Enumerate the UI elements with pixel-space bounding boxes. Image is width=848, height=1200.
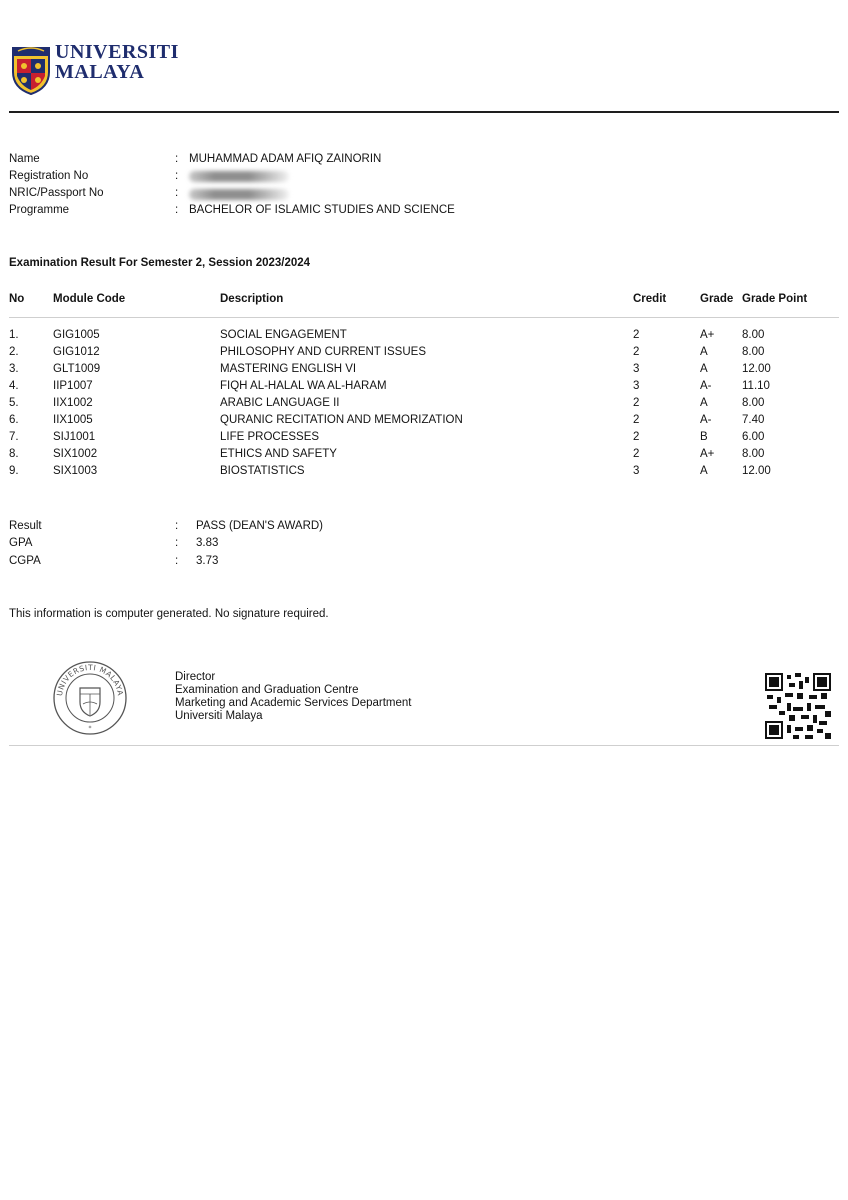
- footer-department: Marketing and Academic Services Department: [175, 697, 412, 709]
- table-row: [0, 346, 848, 363]
- row-no: 2.: [9, 346, 19, 358]
- row-module-code: SIJ1001: [53, 431, 96, 443]
- row-description: FIQH AL-HALAL WA AL-HARAM: [220, 380, 387, 392]
- row-module-code: GIG1005: [53, 329, 100, 341]
- row-grade: A: [700, 346, 708, 358]
- row-credit: 3: [633, 363, 640, 375]
- row-credit: 2: [633, 431, 640, 443]
- col-header-description: Description: [220, 293, 284, 305]
- row-description: SOCIAL ENGAGEMENT: [220, 329, 347, 341]
- name-value: MUHAMMAD ADAM AFIQ ZAINORIN: [189, 153, 382, 165]
- table-row: [0, 414, 848, 431]
- col-header-module-code: Module Code: [53, 293, 126, 305]
- table-row: [0, 329, 848, 346]
- row-grade-point: 7.40: [742, 414, 765, 426]
- cgpa-colon: :: [175, 555, 179, 567]
- row-grade: A+: [700, 448, 715, 460]
- seal-arc-text: UNIVERSITI MALAYA: [54, 662, 126, 697]
- row-module-code: IIX1002: [53, 397, 93, 409]
- header-divider: [9, 111, 839, 113]
- row-grade: A: [700, 397, 708, 409]
- programme-value: BACHELOR OF ISLAMIC STUDIES AND SCIENCE: [189, 204, 455, 216]
- programme-colon: :: [175, 204, 179, 216]
- row-credit: 3: [633, 465, 640, 477]
- row-description: MASTERING ENGLISH VI: [220, 363, 357, 375]
- row-module-code: GIG1012: [53, 346, 100, 358]
- row-no: 7.: [9, 431, 19, 443]
- row-grade-point: 12.00: [742, 363, 771, 375]
- university-crest-logo: [10, 42, 52, 96]
- row-grade: A+: [700, 329, 715, 341]
- footer-university: Universiti Malaya: [175, 710, 263, 722]
- table-row: [0, 448, 848, 465]
- col-header-grade: Grade: [700, 293, 734, 305]
- exam-result-heading: Examination Result For Semester 2, Session 2023/2024: [9, 257, 311, 269]
- row-grade: A: [700, 465, 708, 477]
- row-grade-point: 8.00: [742, 397, 765, 409]
- row-description: PHILOSOPHY AND CURRENT ISSUES: [220, 346, 426, 358]
- row-grade: A-: [700, 414, 712, 426]
- row-grade-point: 12.00: [742, 465, 771, 477]
- nric-label: NRIC/Passport No: [9, 187, 104, 199]
- qr-code: [765, 673, 831, 739]
- row-grade: B: [700, 431, 708, 443]
- cgpa-label: CGPA: [9, 555, 41, 567]
- cgpa-value: 3.73: [196, 555, 219, 567]
- col-header-no: No: [9, 293, 25, 305]
- name-colon: :: [175, 153, 179, 165]
- university-seal-icon: [52, 660, 128, 736]
- footer-centre: Examination and Graduation Centre: [175, 684, 359, 696]
- row-module-code: SIX1003: [53, 465, 98, 477]
- name-label: Name: [9, 153, 40, 165]
- row-module-code: IIP1007: [53, 380, 93, 392]
- row-grade-point: 11.10: [742, 380, 770, 392]
- table-row: [0, 397, 848, 414]
- row-grade-point: 8.00: [742, 448, 765, 460]
- gpa-colon: :: [175, 537, 179, 549]
- row-credit: 3: [633, 380, 640, 392]
- result-label: Result: [9, 520, 42, 532]
- registration-colon: :: [175, 170, 179, 182]
- row-no: 1.: [9, 329, 19, 341]
- row-description: LIFE PROCESSES: [220, 431, 320, 443]
- row-grade-point: 8.00: [742, 329, 765, 341]
- row-description: ETHICS AND SAFETY: [220, 448, 337, 460]
- table-row: [0, 431, 848, 448]
- col-header-grade-point: Grade Point: [742, 293, 808, 305]
- result-value: PASS (DEAN'S AWARD): [196, 520, 324, 532]
- row-credit: 2: [633, 329, 640, 341]
- row-description: BIOSTATISTICS: [220, 465, 305, 477]
- row-description: ARABIC LANGUAGE II: [220, 397, 340, 409]
- row-credit: 2: [633, 414, 640, 426]
- row-no: 4.: [9, 380, 19, 392]
- nric-redaction: [189, 189, 289, 200]
- footer-director: Director: [175, 671, 216, 683]
- table-row: [0, 380, 848, 397]
- row-no: 6.: [9, 414, 19, 426]
- row-credit: 2: [633, 346, 640, 358]
- row-credit: 2: [633, 448, 640, 460]
- row-grade: A: [700, 363, 708, 375]
- row-description: QURANIC RECITATION AND MEMORIZATION: [220, 414, 463, 426]
- table-row: [0, 465, 848, 482]
- row-module-code: GLT1009: [53, 363, 101, 375]
- registration-redaction: [189, 171, 289, 182]
- footer-divider: [9, 745, 839, 746]
- row-no: 8.: [9, 448, 19, 460]
- row-no: 5.: [9, 397, 19, 409]
- university-name-line1: UNIVERSITI: [55, 41, 179, 63]
- computer-generated-notice: This information is computer generated. No signature required.: [9, 608, 329, 620]
- row-grade: A-: [700, 380, 712, 392]
- nric-colon: :: [175, 187, 179, 199]
- gpa-value: 3.83: [196, 537, 219, 549]
- svg-text:*: *: [88, 725, 92, 732]
- table-header-divider: [9, 317, 839, 318]
- table-row: [0, 363, 848, 380]
- registration-label: Registration No: [9, 170, 89, 182]
- row-no: 9.: [9, 465, 19, 477]
- col-header-credit: Credit: [633, 293, 667, 305]
- row-no: 3.: [9, 363, 19, 375]
- row-grade-point: 6.00: [742, 431, 765, 443]
- row-grade-point: 8.00: [742, 346, 765, 358]
- svg-text:UNIVERSITI MALAYA: [55, 663, 125, 697]
- university-name-line2: MALAYA: [55, 61, 145, 83]
- result-colon: :: [175, 520, 179, 532]
- programme-label: Programme: [9, 204, 70, 216]
- row-module-code: IIX1005: [53, 414, 93, 426]
- gpa-label: GPA: [9, 537, 33, 549]
- row-credit: 2: [633, 397, 640, 409]
- row-module-code: SIX1002: [53, 448, 98, 460]
